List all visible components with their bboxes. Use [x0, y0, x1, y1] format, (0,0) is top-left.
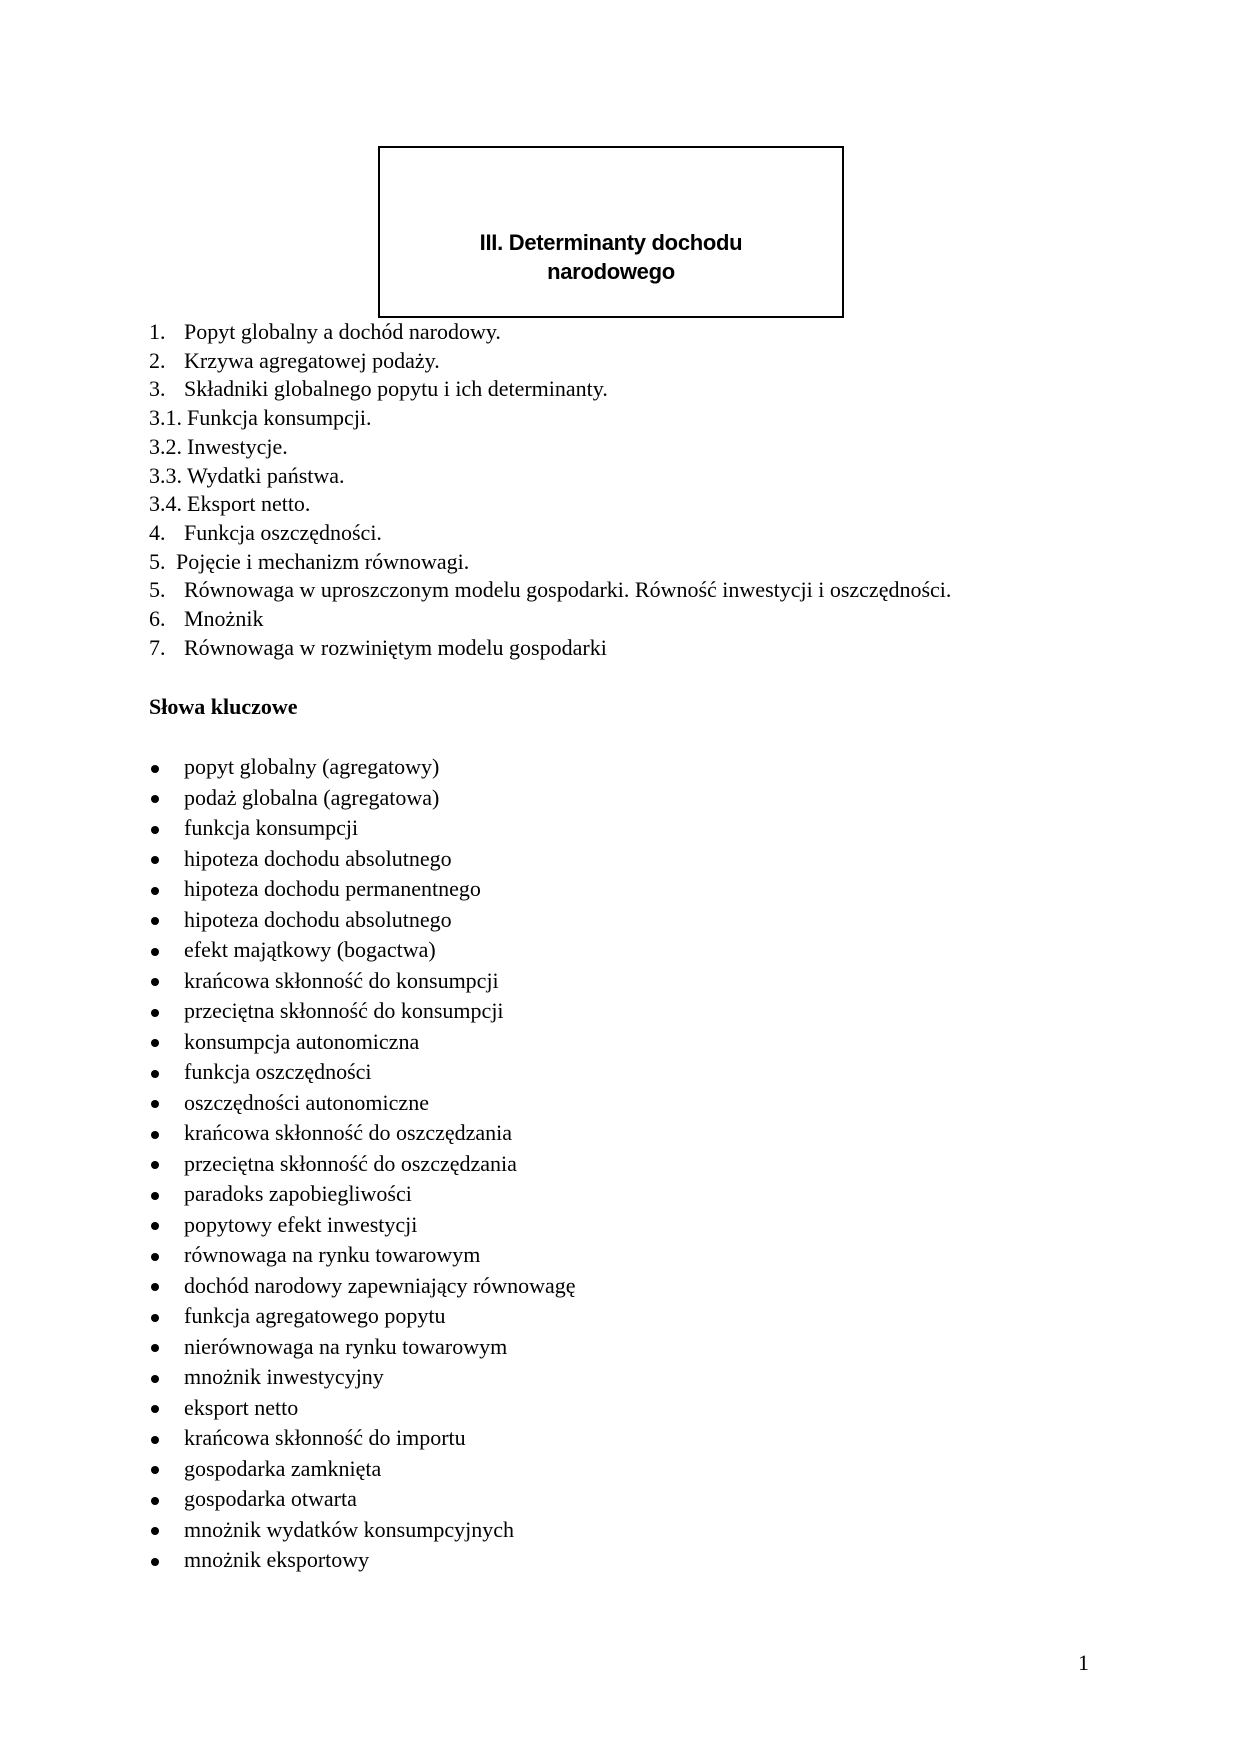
- bullet-icon: [149, 1454, 184, 1485]
- bullet-icon: [149, 752, 184, 783]
- toc-item: [149, 519, 951, 548]
- bullet-icon: [149, 1240, 184, 1271]
- page-number: 1: [1078, 1650, 1089, 1675]
- bullet-icon: [149, 1545, 184, 1576]
- keyword-item: [149, 1423, 576, 1454]
- bullet-icon: [149, 1515, 184, 1546]
- bullet-icon: [149, 813, 184, 844]
- bullet-icon: [149, 1210, 184, 1241]
- bullet-icon: [149, 1179, 184, 1210]
- toc-item-number: 3.1.: [149, 405, 182, 431]
- keyword-text: przeciętna skłonność do konsumpcji: [184, 998, 504, 1023]
- keyword-text: hipoteza dochodu absolutnego: [184, 906, 452, 932]
- keyword-text: funkcja oszczędności: [184, 1059, 372, 1084]
- toc-item: [149, 576, 951, 605]
- keyword-item: [149, 1271, 576, 1302]
- bullet-icon: [149, 1423, 184, 1454]
- keyword-item: [149, 752, 576, 783]
- bullet-icon: [149, 783, 184, 814]
- keyword-text: krańcowa skłonność do konsumpcji: [184, 967, 499, 993]
- bullet-icon: [149, 1484, 184, 1515]
- bullet-icon: [149, 1301, 184, 1332]
- keyword-item: [149, 1484, 576, 1515]
- toc-item-number: 7.: [149, 634, 166, 660]
- toc-item-number: 4.: [149, 519, 166, 545]
- keyword-item: [149, 1545, 576, 1576]
- keyword-item: [149, 1088, 576, 1119]
- keyword-item: [149, 935, 576, 966]
- bullet-icon: [149, 905, 184, 936]
- toc-item-text: Mnożnik: [184, 606, 264, 632]
- bullet-icon: [149, 874, 184, 905]
- table-of-contents: [149, 318, 951, 662]
- keyword-text: hipoteza dochodu permanentnego: [184, 876, 481, 901]
- keyword-text: przeciętna skłonność do oszczędzania: [184, 1150, 517, 1176]
- keyword-item: [149, 1210, 576, 1241]
- toc-item: [149, 433, 951, 462]
- keyword-text: popyt globalny (agregatowy): [184, 754, 440, 779]
- toc-item-text: Eksport netto.: [187, 491, 311, 517]
- toc-item: [149, 490, 951, 519]
- keywords-list: [149, 752, 576, 1576]
- toc-item-number: 3.3.: [149, 462, 182, 488]
- toc-item: [149, 404, 951, 433]
- chapter-title-box: [378, 146, 844, 318]
- keyword-item: [149, 813, 576, 844]
- keyword-item: [149, 1179, 576, 1210]
- keyword-item: [149, 1515, 576, 1546]
- keyword-item: [149, 1149, 576, 1180]
- bullet-icon: [149, 1393, 184, 1424]
- keyword-text: oszczędności autonomiczne: [184, 1089, 429, 1115]
- keyword-text: krańcowa skłonność do importu: [184, 1425, 466, 1450]
- keyword-text: krańcowa skłonność do oszczędzania: [184, 1120, 513, 1145]
- keyword-text: efekt majątkowy (bogactwa): [184, 937, 436, 962]
- chapter-title-line-1: III. Determinanty dochodu: [479, 230, 743, 255]
- keyword-text: mnożnik eksportowy: [184, 1547, 370, 1572]
- bullet-icon: [149, 935, 184, 966]
- keyword-item: [149, 966, 576, 997]
- bullet-icon: [149, 996, 184, 1027]
- keyword-item: [149, 1362, 576, 1393]
- keyword-text: hipoteza dochodu absolutnego: [184, 845, 452, 871]
- toc-item-text: Pojęcie i mechanizm równowagi.: [176, 548, 470, 574]
- keyword-item: [149, 905, 576, 936]
- bullet-icon: [149, 1332, 184, 1363]
- toc-item-number: 1.: [149, 319, 166, 344]
- keyword-item: [149, 1301, 576, 1332]
- toc-item-text: Funkcja konsumpcji.: [187, 405, 372, 431]
- bullet-icon: [149, 844, 184, 875]
- toc-item: [149, 462, 951, 491]
- toc-item: [149, 605, 951, 634]
- bullet-icon: [149, 1027, 184, 1058]
- chapter-title-line-2: narodowego: [547, 259, 675, 284]
- keyword-item: [149, 1393, 576, 1424]
- keyword-text: paradoks zapobiegliwości: [184, 1181, 412, 1206]
- toc-item: [149, 347, 951, 376]
- keyword-item: [149, 844, 576, 875]
- keyword-item: [149, 1240, 576, 1271]
- bullet-icon: [149, 1118, 184, 1149]
- chapter-title: [380, 228, 842, 286]
- toc-item-text: Funkcja oszczędności.: [184, 519, 382, 545]
- toc-item-number: 5.: [149, 548, 166, 574]
- toc-item: [149, 375, 951, 404]
- keyword-item: [149, 1118, 576, 1149]
- keyword-text: mnożnik inwestycyjny: [184, 1364, 384, 1389]
- keyword-text: równowaga na rynku towarowym: [184, 1242, 481, 1267]
- bullet-icon: [149, 1057, 184, 1088]
- bullet-icon: [149, 966, 184, 997]
- keywords-heading: Słowa kluczowe: [149, 694, 298, 719]
- toc-item-text: Wydatki państwa.: [187, 462, 345, 488]
- keyword-text: gospodarka otwarta: [184, 1486, 357, 1511]
- toc-item-number: 5.: [149, 577, 166, 603]
- bullet-icon: [149, 1362, 184, 1393]
- keyword-text: dochód narodowy zapewniający równowagę: [184, 1272, 576, 1298]
- keyword-item: [149, 1057, 576, 1088]
- bullet-icon: [149, 1088, 184, 1119]
- keyword-text: funkcja konsumpcji: [184, 815, 359, 840]
- bullet-icon: [149, 1271, 184, 1302]
- toc-item-number: 6.: [149, 606, 166, 632]
- toc-item-text: Równowaga w rozwiniętym modelu gospodarki: [184, 634, 607, 660]
- keyword-text: gospodarka zamknięta: [184, 1455, 382, 1481]
- keyword-item: [149, 783, 576, 814]
- toc-item: [149, 634, 951, 663]
- keyword-item: [149, 996, 576, 1027]
- toc-item-text: Popyt globalny a dochód narodowy.: [184, 319, 501, 344]
- keyword-item: [149, 1332, 576, 1363]
- toc-item-text: Równowaga w uproszczonym modelu gospodarki. Równość inwestycji i oszczędności.: [184, 577, 952, 603]
- toc-item: [149, 318, 951, 347]
- bullet-icon: [149, 1149, 184, 1180]
- toc-item-text: Składniki globalnego popytu i ich determinanty.: [184, 376, 608, 402]
- toc-item-number: 3.: [149, 376, 166, 402]
- toc-item: [149, 548, 951, 577]
- keyword-text: mnożnik wydatków konsumpcyjnych: [184, 1516, 514, 1542]
- toc-item-text: Inwestycje.: [187, 433, 288, 459]
- keyword-text: popytowy efekt inwestycji: [184, 1211, 418, 1237]
- keyword-item: [149, 1027, 576, 1058]
- keyword-text: nierównowaga na rynku towarowym: [184, 1333, 508, 1359]
- keyword-text: funkcja agregatowego popytu: [184, 1303, 446, 1328]
- toc-item-number: 3.2.: [149, 433, 182, 459]
- toc-item-number: 3.4.: [149, 491, 182, 517]
- keyword-item: [149, 1454, 576, 1485]
- toc-item-text: Krzywa agregatowej podaży.: [184, 347, 440, 373]
- keyword-item: [149, 874, 576, 905]
- keyword-text: konsumpcja autonomiczna: [184, 1028, 420, 1054]
- keyword-text: eksport netto: [184, 1394, 299, 1420]
- toc-item-number: 2.: [149, 347, 166, 373]
- keyword-text: podaż globalna (agregatowa): [184, 784, 440, 810]
